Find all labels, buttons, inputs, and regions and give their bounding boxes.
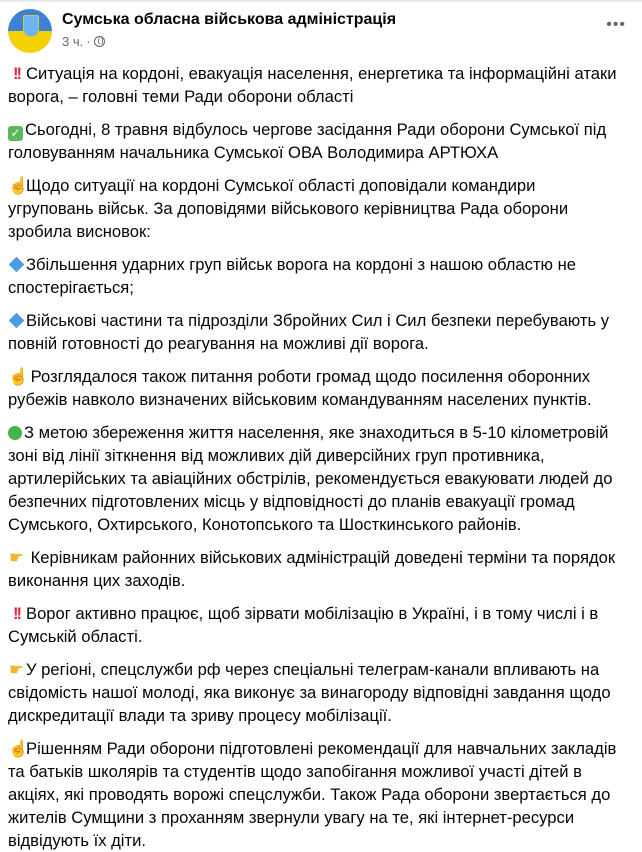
- paragraph-text: акціях, які проводять ворожі спецслужби. Також Рада оборони звертається до: [8, 785, 611, 804]
- paragraph-line: [8, 704, 634, 727]
- blue-diamond-icon: [9, 313, 25, 329]
- paragraph-text: Керівникам районних військових адміністрацій доведені терміни та порядок: [26, 548, 616, 567]
- paragraph-text: жителів Сумщини з проханням звернули увагу на те, які інтернет-ресурси: [8, 808, 575, 827]
- paragraph-line: [8, 62, 634, 85]
- paragraph-line: [8, 141, 634, 164]
- paragraph-text: Сьогодні, 8 травня відбулось чергове засідання Ради оборони Сумської під: [25, 120, 607, 139]
- post-paragraph: [8, 365, 634, 411]
- paragraph-text: ворога, – головні теми Ради оборони області: [8, 87, 354, 106]
- post-paragraph: [8, 309, 634, 355]
- index-pointing-up-icon: ☝: [8, 739, 29, 758]
- page-avatar[interactable]: [8, 9, 52, 53]
- paragraph-text: У регіоні, спецслужби рф через спеціальні телеграм-канали впливають на: [26, 660, 600, 679]
- coat-of-arms-icon: [23, 15, 39, 37]
- paragraph-line: [8, 513, 634, 536]
- paragraph-text: Сумського, Охтирського, Конотопського та Шосткинського районів.: [8, 515, 522, 534]
- paragraph-text: Щодо ситуації на кордоні Сумської області доповідали командири: [26, 176, 536, 195]
- paragraph-line: [8, 760, 634, 783]
- pointing-right-icon: ☛: [9, 660, 24, 679]
- paragraph-line: [8, 309, 634, 332]
- paragraph-line: [8, 174, 634, 197]
- double-exclamation-icon: !!: [12, 604, 21, 623]
- paragraph-text: угруповань військ. За доповідями військового керівництва Рада оборони: [8, 199, 569, 218]
- post-paragraph: [8, 546, 634, 592]
- paragraph-line: [8, 85, 634, 108]
- paragraph-text: рубежів навколо визначених військовим командуванням населених пунктів.: [8, 390, 592, 409]
- paragraph-text: Рішенням Ради оборони підготовлені рекомендації для навчальних закладів: [26, 739, 617, 758]
- paragraph-line: [8, 253, 634, 276]
- paragraph-text: Ситуація на кордоні, евакуація населення, енергетика та інформаційні атаки: [26, 64, 617, 83]
- check-mark-icon: ✓: [8, 126, 23, 141]
- paragraph-line: [8, 467, 634, 490]
- paragraph-text: З метою збереження життя населення, яке знаходиться в 5-10 кілометровій: [24, 423, 609, 442]
- paragraph-line: [8, 602, 634, 625]
- paragraph-line: [8, 783, 634, 806]
- paragraph-line: [8, 444, 634, 467]
- paragraph-text: Військові частини та підрозділи Збройних Сил і Сил безпеки перебувають у: [26, 311, 610, 330]
- paragraph-text: артилерійських та авіаційних обстрілів, рекомендується евакуювати людей до: [8, 469, 613, 488]
- paragraph-line: [8, 118, 634, 141]
- paragraph-line: [8, 546, 634, 569]
- paragraph-line: [8, 388, 634, 411]
- paragraph-text: Ворог активно працює, щоб зірвати мобілізацію в Україні, і в тому числі і в: [26, 604, 599, 623]
- post-header: [0, 2, 642, 56]
- paragraph-text: головуванням начальника Сумської ОВА Володимира АРТЮХА: [8, 143, 499, 162]
- paragraph-text: відвідують їх діти.: [8, 831, 146, 850]
- paragraph-line: [8, 625, 634, 648]
- post-paragraph: [8, 737, 634, 852]
- paragraph-text: зоні від лінії зіткнення від можливих дій диверсійних груп противника,: [8, 446, 545, 465]
- paragraph-line: [8, 276, 634, 299]
- more-options-button[interactable]: •••: [606, 16, 626, 33]
- paragraph-line: [8, 658, 634, 681]
- paragraph-line: [8, 569, 634, 592]
- paragraph-text: Сумській області.: [8, 627, 143, 646]
- post-paragraph: [8, 174, 634, 243]
- paragraph-text: Розглядалося також питання роботи громад щодо посилення оборонних: [26, 367, 591, 386]
- post-timestamp[interactable]: 3 ч.: [62, 34, 84, 49]
- index-pointing-up-icon: ☝: [8, 367, 29, 386]
- meta-separator: ·: [86, 34, 91, 49]
- post-paragraph: [8, 602, 634, 648]
- globe-icon[interactable]: [94, 36, 105, 47]
- paragraph-text: та батьків школярів та студентів щодо запобігання можливої участі дітей в: [8, 762, 582, 781]
- blue-diamond-icon: [9, 257, 25, 273]
- paragraph-text: спостерігається;: [8, 278, 134, 297]
- page-name-link[interactable]: Сумська обласна військова адміністрація: [62, 11, 397, 28]
- paragraph-text: виконання цих заходів.: [8, 571, 186, 590]
- paragraph-line: [8, 829, 634, 852]
- paragraph-line: [8, 421, 634, 444]
- post-paragraph: [8, 62, 634, 108]
- post-meta: [62, 34, 105, 49]
- post-paragraph: [8, 658, 634, 727]
- green-circle-icon: [8, 426, 22, 440]
- paragraph-text: безпечних підготовлених місць у відповідності до планів евакуації громад: [8, 492, 575, 511]
- paragraph-line: [8, 220, 634, 243]
- paragraph-text: дискредитації влади та зриву процесу мобілізації.: [8, 706, 392, 725]
- index-pointing-up-icon: ☝: [8, 176, 29, 195]
- paragraph-line: [8, 806, 634, 829]
- paragraph-line: [8, 490, 634, 513]
- paragraph-line: [8, 737, 634, 760]
- paragraph-line: [8, 332, 634, 355]
- paragraph-line: [8, 681, 634, 704]
- post-paragraph: [8, 421, 634, 536]
- pointing-right-icon: ☛: [9, 548, 24, 567]
- post-body: [0, 56, 642, 852]
- post-paragraph: [8, 118, 634, 164]
- paragraph-text: зробила висновок:: [8, 222, 151, 241]
- paragraph-text: Збільшення ударних груп військ ворога на кордоні з нашою областю не: [26, 255, 576, 274]
- paragraph-text: повній готовності до реагування на можливі дії ворога.: [8, 334, 429, 353]
- double-exclamation-icon: !!: [12, 64, 21, 83]
- paragraph-line: [8, 197, 634, 220]
- post-paragraph: [8, 253, 634, 299]
- paragraph-line: [8, 365, 634, 388]
- paragraph-text: свідомість нашої молоді, яка виконує за винагороду відповідні завдання щодо: [8, 683, 611, 702]
